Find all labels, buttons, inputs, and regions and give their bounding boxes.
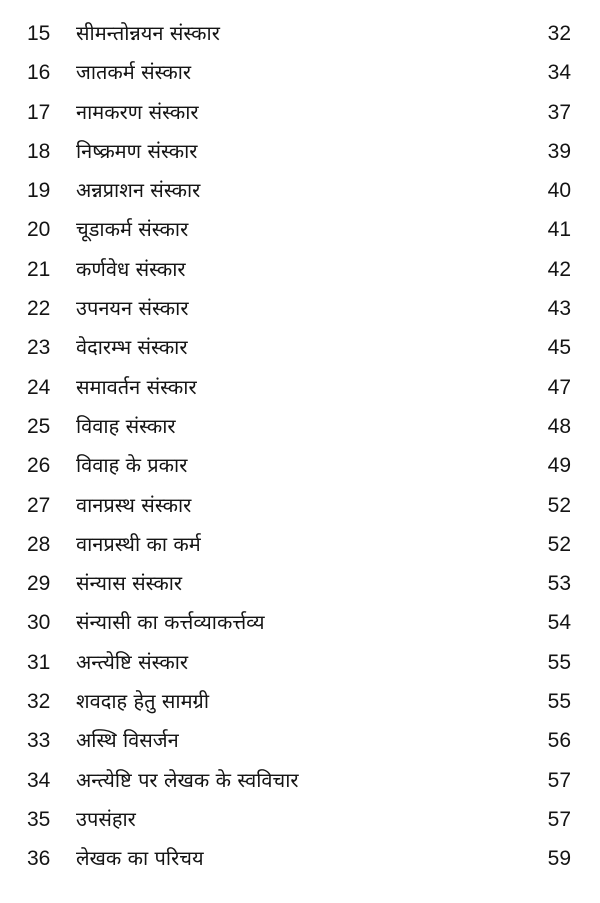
table-of-contents — [0, 14, 600, 879]
toc-entry — [0, 171, 600, 210]
toc-entry — [0, 603, 600, 642]
chapter-number: 23 — [27, 336, 51, 360]
chapter-title: वानप्रस्थ संस्कार — [76, 492, 192, 517]
page-number: 57 — [547, 807, 571, 831]
chapter-title: लेखक का परिचय — [76, 846, 204, 871]
page-number: 39 — [547, 139, 571, 163]
chapter-number: 32 — [27, 690, 51, 714]
page-number: 45 — [547, 336, 571, 360]
chapter-number: 24 — [27, 375, 51, 399]
chapter-number: 18 — [27, 139, 51, 163]
page-number: 37 — [547, 100, 571, 124]
toc-entry — [0, 368, 600, 407]
page-number: 52 — [547, 532, 571, 556]
page-number: 34 — [547, 61, 571, 85]
toc-entry — [0, 210, 600, 249]
page-number: 55 — [547, 690, 571, 714]
chapter-title: संन्यासी का कर्त्तव्याकर्त्तव्य — [76, 610, 265, 635]
page-number: 43 — [547, 297, 571, 321]
chapter-number: 15 — [27, 22, 51, 45]
chapter-title: जातकर्म संस्कार — [76, 60, 192, 85]
chapter-title: अन्नप्राशन संस्कार — [76, 178, 201, 203]
chapter-title: समावर्तन संस्कार — [76, 374, 197, 399]
chapter-title: अन्त्येष्टि संस्कार — [76, 649, 189, 674]
chapter-title: अस्थि विसर्जन — [76, 728, 179, 753]
chapter-number: 19 — [27, 179, 51, 203]
chapter-title: अन्त्येष्टि पर लेखक के स्वविचार — [76, 767, 299, 792]
chapter-number: 16 — [27, 61, 51, 85]
toc-entry — [0, 839, 600, 878]
chapter-number: 29 — [27, 572, 51, 596]
toc-entry — [0, 407, 600, 446]
toc-entry — [0, 328, 600, 367]
toc-entry — [0, 446, 600, 485]
chapter-number: 36 — [27, 847, 51, 871]
page-number: 40 — [547, 179, 571, 203]
toc-entry — [0, 250, 600, 289]
toc-entry — [0, 564, 600, 603]
chapter-title: विवाह संस्कार — [76, 413, 176, 438]
page-number: 42 — [547, 257, 571, 281]
chapter-number: 27 — [27, 493, 51, 517]
chapter-title: संन्यास संस्कार — [76, 571, 183, 596]
page-number: 47 — [547, 375, 571, 399]
toc-entry — [0, 525, 600, 564]
chapter-title: वानप्रस्थी का कर्म — [76, 531, 201, 556]
chapter-title: उपनयन संस्कार — [76, 296, 189, 321]
chapter-number: 35 — [27, 807, 51, 831]
chapter-number: 20 — [27, 218, 51, 242]
page-number: 49 — [547, 454, 571, 478]
page-number: 53 — [547, 572, 571, 596]
chapter-title: उपसंहार — [76, 806, 136, 831]
chapter-number: 30 — [27, 611, 51, 635]
page-number: 32 — [547, 22, 571, 45]
chapter-title: निष्क्रमण संस्कार — [76, 138, 198, 163]
page-number: 54 — [547, 611, 571, 635]
toc-entry — [0, 53, 600, 92]
page-number: 48 — [547, 414, 571, 438]
toc-entry — [0, 721, 600, 760]
toc-entry — [0, 289, 600, 328]
chapter-number: 22 — [27, 297, 51, 321]
page-number: 56 — [547, 729, 571, 753]
chapter-title: वेदारम्भ संस्कार — [76, 335, 188, 360]
toc-entry — [0, 761, 600, 800]
chapter-number: 21 — [27, 257, 51, 281]
chapter-title: सीमन्तोन्नयन संस्कार — [76, 21, 220, 45]
toc-entry — [0, 800, 600, 839]
page-number: 57 — [547, 768, 571, 792]
toc-entry — [0, 14, 600, 53]
chapter-title: कर्णवेध संस्कार — [76, 256, 186, 281]
chapter-number: 25 — [27, 414, 51, 438]
toc-entry — [0, 486, 600, 525]
chapter-number: 31 — [27, 650, 51, 674]
toc-entry — [0, 643, 600, 682]
chapter-number: 33 — [27, 729, 51, 753]
chapter-number: 34 — [27, 768, 51, 792]
chapter-title: शवदाह हेतु सामग्री — [76, 689, 209, 714]
toc-entry — [0, 93, 600, 132]
page-number: 59 — [547, 847, 571, 871]
chapter-number: 28 — [27, 532, 51, 556]
page-number: 55 — [547, 650, 571, 674]
toc-entry — [0, 132, 600, 171]
chapter-title: नामकरण संस्कार — [76, 99, 199, 124]
page-number: 52 — [547, 493, 571, 517]
toc-entry — [0, 682, 600, 721]
page-number: 41 — [547, 218, 571, 242]
chapter-title: विवाह के प्रकार — [76, 453, 188, 478]
chapter-number: 26 — [27, 454, 51, 478]
chapter-title: चूडाकर्म संस्कार — [76, 217, 189, 242]
chapter-number: 17 — [27, 100, 51, 124]
